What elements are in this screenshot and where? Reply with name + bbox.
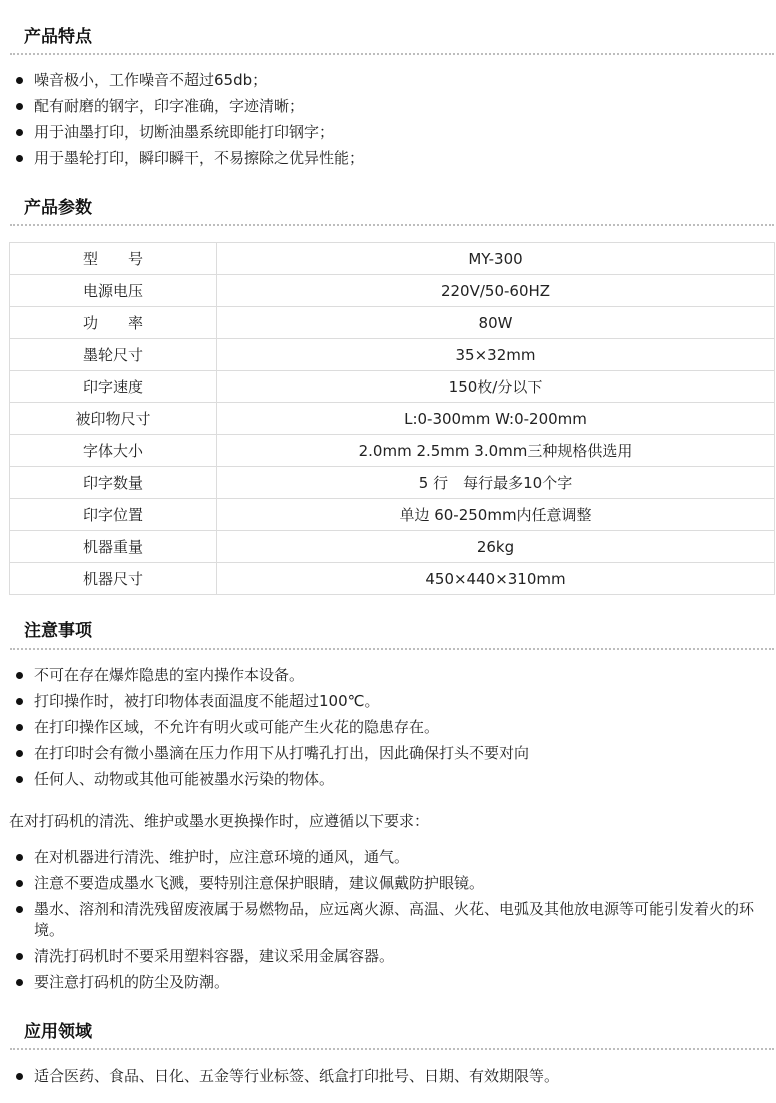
- maintenance-list: [14, 847, 772, 998]
- notes-divider: [10, 648, 774, 650]
- spec-key: 印字数量: [10, 467, 217, 499]
- list-item: 噪音极小，工作噪音不超过65db；: [14, 70, 772, 91]
- bullet-icon: [16, 724, 23, 731]
- applications-divider: [10, 1048, 774, 1050]
- spec-value: 220V/50-60HZ: [217, 275, 775, 307]
- table-row: [10, 531, 775, 563]
- table-row: [10, 563, 775, 595]
- notes-list: [14, 665, 772, 795]
- list-item: 打印操作时，被打印物体表面温度不能超过100℃。: [14, 691, 772, 712]
- list-item: 不可在存在爆炸隐患的室内操作本设备。: [14, 665, 772, 686]
- list-item: 在对机器进行清洗、维护时，应注意环境的通风，通气。: [14, 847, 772, 868]
- bullet-icon: [16, 750, 23, 757]
- table-row: [10, 371, 775, 403]
- spec-value: 450×440×310mm: [217, 563, 775, 595]
- bullet-icon: [16, 979, 23, 986]
- spec-value: 150枚/分以下: [217, 371, 775, 403]
- spec-key: 型 号: [10, 243, 217, 275]
- spec-value: 单边 60-250mm内任意调整: [217, 499, 775, 531]
- list-item: 在打印时会有微小墨滴在压力作用下从打嘴孔打出，因此确保打头不要对向: [14, 743, 772, 764]
- spec-key: 功 率: [10, 307, 217, 339]
- list-item: 适合医药、食品、日化、五金等行业标签、纸盒打印批号、日期、有效期限等。: [14, 1066, 772, 1087]
- table-row: [10, 243, 775, 275]
- params-divider: [10, 224, 774, 226]
- list-item: 用于油墨打印，切断油墨系统即能打印钢字；: [14, 122, 772, 143]
- bullet-icon: [16, 953, 23, 960]
- bullet-icon: [16, 698, 23, 705]
- list-item: 清洗打码机时不要采用塑料容器，建议采用金属容器。: [14, 946, 772, 967]
- spec-value: 35×32mm: [217, 339, 775, 371]
- list-item: 墨水、溶剂和清洗残留废液属于易燃物品，应远离火源、高温、火花、电弧及其他放电源等可能引发着火的环境。: [14, 899, 772, 941]
- spec-value: L:0-300mm W:0-200mm: [217, 403, 775, 435]
- spec-table: [9, 242, 775, 595]
- spec-key: 字体大小: [10, 435, 217, 467]
- spec-key: 机器重量: [10, 531, 217, 563]
- notes-heading: 注意事项: [24, 621, 92, 641]
- params-heading: 产品参数: [24, 198, 92, 218]
- spec-key: 墨轮尺寸: [10, 339, 217, 371]
- spec-key: 被印物尺寸: [10, 403, 217, 435]
- spec-key: 电源电压: [10, 275, 217, 307]
- list-item: 注意不要造成墨水飞溅，要特别注意保护眼睛，建议佩戴防护眼镜。: [14, 873, 772, 894]
- bullet-icon: [16, 880, 23, 887]
- bullet-icon: [16, 103, 23, 110]
- maintenance-intro: 在对打码机的清洗、维护或墨水更换操作时，应遵循以下要求：: [9, 812, 430, 830]
- spec-value: MY-300: [217, 243, 775, 275]
- features-divider: [10, 53, 774, 55]
- table-row: [10, 339, 775, 371]
- table-row: [10, 467, 775, 499]
- spec-value: 80W: [217, 307, 775, 339]
- bullet-icon: [16, 776, 23, 783]
- table-row: [10, 307, 775, 339]
- list-item: 任何人、动物或其他可能被墨水污染的物体。: [14, 769, 772, 790]
- bullet-icon: [16, 155, 23, 162]
- features-list: [14, 70, 772, 174]
- bullet-icon: [16, 77, 23, 84]
- table-row: [10, 435, 775, 467]
- applications-list: [14, 1066, 772, 1092]
- table-row: [10, 499, 775, 531]
- bullet-icon: [16, 1073, 23, 1080]
- bullet-icon: [16, 854, 23, 861]
- bullet-icon: [16, 672, 23, 679]
- table-row: [10, 403, 775, 435]
- list-item: 用于墨轮打印，瞬印瞬干，不易擦除之优异性能；: [14, 148, 772, 169]
- spec-key: 机器尺寸: [10, 563, 217, 595]
- bullet-icon: [16, 906, 23, 913]
- features-heading: 产品特点: [24, 27, 92, 47]
- bullet-icon: [16, 129, 23, 136]
- list-item: 要注意打码机的防尘及防潮。: [14, 972, 772, 993]
- spec-value: 2.0mm 2.5mm 3.0mm三种规格供选用: [217, 435, 775, 467]
- spec-value: 26kg: [217, 531, 775, 563]
- list-item: 配有耐磨的钢字，印字准确，字迹清晰；: [14, 96, 772, 117]
- spec-key: 印字位置: [10, 499, 217, 531]
- table-row: [10, 275, 775, 307]
- applications-heading: 应用领域: [24, 1022, 92, 1042]
- list-item: 在打印操作区域，不允许有明火或可能产生火花的隐患存在。: [14, 717, 772, 738]
- spec-key: 印字速度: [10, 371, 217, 403]
- spec-value: 5 行 每行最多10个字: [217, 467, 775, 499]
